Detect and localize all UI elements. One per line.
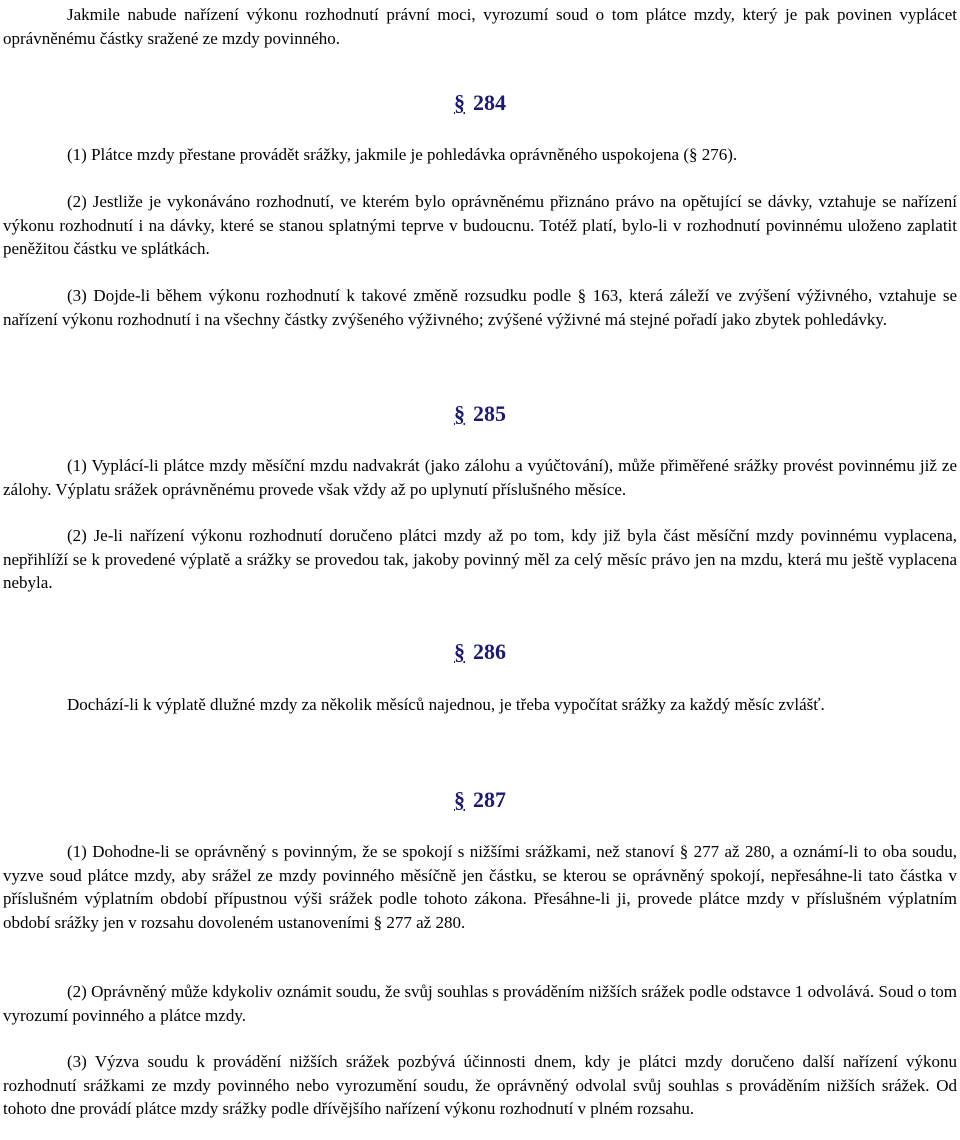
paragraph-284-1: (1) Plátce mzdy přestane provádět srážky, jakmile je pohledávka oprávněného uspokojena (§ 276). <box>67 145 738 164</box>
paragraph-284-2: (2) Jestliže je vykonáváno rozhodnutí, ve kterém bylo oprávněnému přiznáno právo na opětující se dávky, vztahuje se nařízení výkonu rozhodnutí i na dávky, které se stanou splatnými teprve v budoucnu. Totéž platí, bylo-li v rozhodnutí povinnému uloženo zaplatit peněžitou částku ve splátkách. <box>3 192 957 258</box>
section-number: 285 <box>473 401 506 426</box>
section-heading-286 <box>0 638 960 666</box>
section-mark: § <box>454 787 465 812</box>
paragraph-285-1: (1) Vyplácí-li plátce mzdy měsíční mzdu nadvakrát (jako zálohu a vyúčtování), může přiměřené srážky provést povinnému již ze zálohy. Výplatu srážek oprávněnému provede však vždy až po uplynutí příslušného měsíce. <box>3 456 957 499</box>
section-mark: § <box>454 90 465 115</box>
section-mark: § <box>454 401 465 426</box>
paragraph-287-2: (2) Oprávněný může kdykoliv oznámit soudu, že svůj souhlas s prováděním nižších srážek podle odstavce 1 odvolává. Soud o tom vyrozumí povinného a plátce mzdy. <box>3 982 957 1025</box>
section-heading-284 <box>0 89 960 117</box>
section-mark: § <box>454 639 465 664</box>
paragraph-287-1: (1) Dohodne-li se oprávněný s povinným, že se spokojí s nižšími srážkami, než stanoví § 277 až 280, a oznámí-li to oba soudu, vyzve soud plátce mzdy, aby srážel ze mzdy povinného měsíčně jen částku, se kterou se oprávněný spokojí, nepřesáhne-li tato částka v příslušném výplatním období přípustnou výši srážek podle tohoto zákona. Přesáhne-li ji, provede plátce mzdy v příslušném výplatním období srážky jen v rozsahu dovoleném ustanoveními § 277 až 280. <box>3 842 957 932</box>
paragraph-285-2: (2) Je-li nařízení výkonu rozhodnutí doručeno plátci mzdy až po tom, kdy již byla část měsíční mzdy povinnému vyplacena, nepřihlíží se k provedené výplatě a srážky se provedou tak, jakoby povinný měl za celý měsíc právo jen na mzdu, která mu ještě vyplacena nebyla. <box>3 526 957 592</box>
section-number: 286 <box>473 639 506 664</box>
section-heading-285 <box>0 400 960 428</box>
intro-paragraph: Jakmile nabude nařízení výkonu rozhodnutí právní moci, vyrozumí soud o tom plátce mzdy, který je pak povinen vyplácet oprávněnému částky sražené ze mzdy povinného. <box>3 5 957 48</box>
paragraph-287-3: (3) Výzva soudu k provádění nižších srážek pozbývá účinnosti dnem, kdy je plátci mzdy doručeno další nařízení výkonu rozhodnutí srážkami ze mzdy povinného nebo vyrozumění soudu, že oprávněný odvolal svůj souhlas s prováděním nižších srážek. Od tohoto dne provádí plátce mzdy srážky podle dřívějšího nařízení výkonu rozhodnutí v plném rozsahu. <box>3 1052 957 1118</box>
section-number: 284 <box>473 90 506 115</box>
paragraph-286: Dochází-li k výplatě dlužné mzdy za několik měsíců najednou, je třeba vypočítat srážky za každý měsíc zvlášť. <box>67 695 825 714</box>
section-heading-287 <box>0 786 960 814</box>
section-number: 287 <box>473 787 506 812</box>
paragraph-284-3: (3) Dojde-li během výkonu rozhodnutí k takové změně rozsudku podle § 163, která záleží ve zvýšení výživného, vztahuje se nařízení výkonu rozhodnutí i na všechny částky zvýšeného výživného; zvýšené výživné má stejné pořadí jako zbytek pohledávky. <box>3 286 957 329</box>
